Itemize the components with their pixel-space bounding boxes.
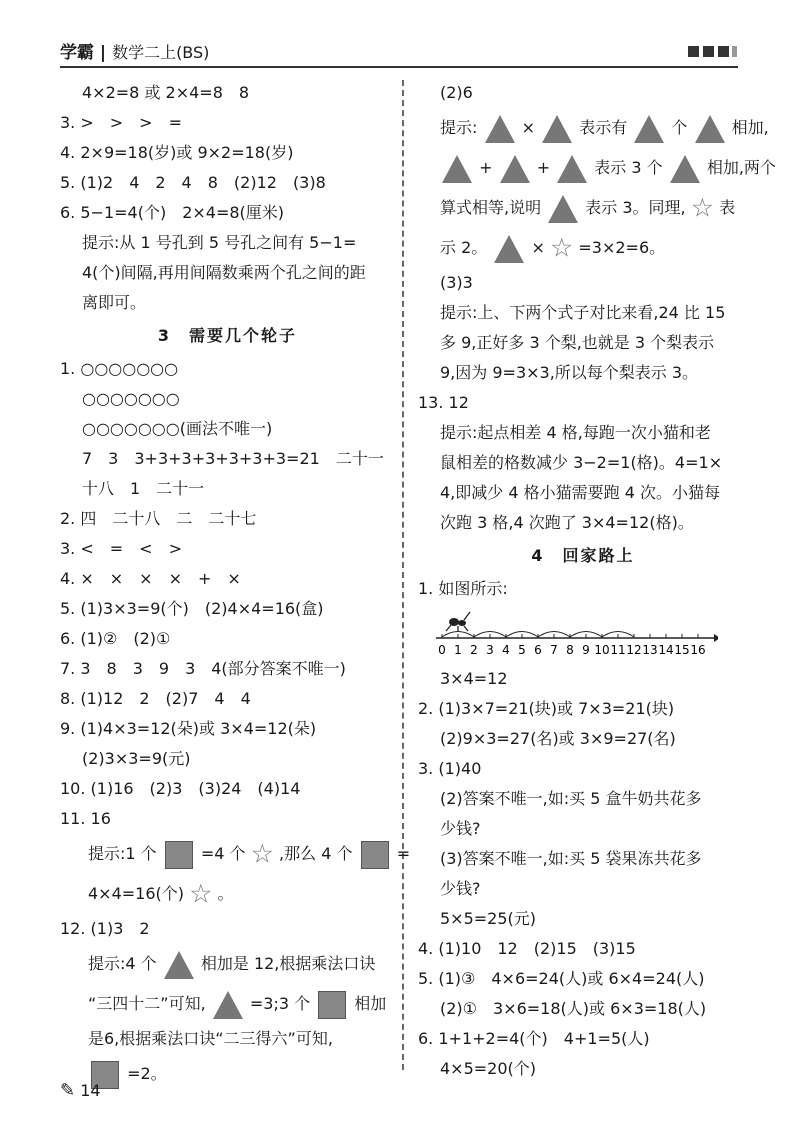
axis-arrow-icon xyxy=(714,634,718,642)
hint-line: 鼠相差的格数减少 3−2=1(格)。4=1× xyxy=(440,453,723,472)
triangle-icon xyxy=(494,235,524,263)
answer-line: 3×4=12 xyxy=(440,669,508,688)
hint-text: = xyxy=(396,844,411,863)
hint-line: 离即可。 xyxy=(82,293,147,312)
section-title: 3 需要几个轮子 xyxy=(157,326,298,345)
star-icon: ☆ xyxy=(549,233,574,264)
answer-line: 6. (1)② (2)① xyxy=(60,629,171,648)
hint-text: 算式相等,说明 xyxy=(440,198,542,217)
answer-line: 4×2=8 或 2×4=8 8 xyxy=(82,83,250,102)
tick-label: 8 xyxy=(566,643,574,657)
column-divider xyxy=(402,80,404,1070)
hint-text: ,那么 4 个 xyxy=(279,844,353,863)
star-icon: ☆ xyxy=(250,839,274,870)
number-line xyxy=(418,604,718,664)
tick-label: 2 xyxy=(470,643,478,657)
answer-line: (2)3×3=9(元) xyxy=(82,749,191,768)
hint-line xyxy=(60,1054,395,1094)
hint-text: × xyxy=(521,118,535,137)
hint-line: 9,因为 9=3×3,所以每个梨表示 3。 xyxy=(440,363,699,382)
header-rule xyxy=(60,66,738,68)
answer-line: 8. (1)12 2 (2)7 4 4 xyxy=(60,689,251,708)
ant-icon xyxy=(446,612,470,632)
hint-line xyxy=(418,108,769,148)
answer-line: 11. 16 xyxy=(60,809,111,828)
answer-line: 7 3 3+3+3+3+3+3+3=21 二十一 xyxy=(82,449,384,468)
triangle-icon xyxy=(485,115,515,143)
header-square-icon xyxy=(732,46,737,57)
hint-text: × xyxy=(531,238,545,257)
tick-label: 15 xyxy=(674,643,690,657)
tick-label: 5 xyxy=(518,643,526,657)
answer-line: 6. 1+1+2=4(个) 4+1=5(人) xyxy=(418,1029,650,1048)
tick-label: 4 xyxy=(502,643,510,657)
tick-label: 12 xyxy=(626,643,642,657)
header-square-icon xyxy=(688,46,699,57)
left-column xyxy=(60,78,411,1094)
triangle-icon xyxy=(548,195,578,223)
tick-label: 14 xyxy=(658,643,674,657)
answer-line: 7. 3 8 3 9 3 4(部分答案不唯一) xyxy=(60,659,346,678)
brand-name: 学霸 xyxy=(60,43,94,63)
hint-text: =3×2=6。 xyxy=(578,238,666,257)
hint-text: =4 个 xyxy=(200,844,246,863)
answer-line: (3)答案不唯一,如:买 5 袋果冻共花多 xyxy=(440,849,702,868)
answer-line: 少钱? xyxy=(440,819,481,838)
answer-line: 12. (1)3 2 xyxy=(60,919,150,938)
triangle-icon xyxy=(695,115,725,143)
tick-label: 6 xyxy=(534,643,542,657)
answer-line: 3. > > > = xyxy=(60,113,182,132)
triangle-icon xyxy=(213,991,243,1019)
hint-text: + xyxy=(536,158,551,177)
answer-line: ○○○○○○○ xyxy=(82,389,180,408)
hint-line xyxy=(418,188,748,228)
number-line-figure xyxy=(418,604,748,664)
hint-line xyxy=(60,984,395,1024)
hint-text: 表示有 xyxy=(579,118,628,137)
hint-text: =3;3 个 xyxy=(249,994,311,1013)
triangle-icon xyxy=(442,155,472,183)
square-icon xyxy=(318,991,346,1019)
hint-text: 个 xyxy=(671,118,688,137)
answer-line: 6. 5−1=4(个) 2×4=8(厘米) xyxy=(60,203,285,222)
triangle-icon xyxy=(670,155,700,183)
answer-line: 十八 1 二十一 xyxy=(82,479,205,498)
hint-line: 次跑 3 格,4 次跑了 3×4=12(格)。 xyxy=(440,513,694,532)
hint-text: 表 xyxy=(719,198,736,217)
answer-line: 3. (1)40 xyxy=(418,759,482,778)
answer-line: 9. (1)4×3=12(朵)或 3×4=12(朵) xyxy=(60,719,317,738)
hint-text: 示 2。 xyxy=(440,238,488,257)
hint-text: =2。 xyxy=(127,1064,167,1083)
answer-line: 5. (1)3×3=9(个) (2)4×4=16(盒) xyxy=(60,599,324,618)
hint-text: 4×4=16(个) xyxy=(88,884,185,903)
header-square-icon xyxy=(703,46,714,57)
triangle-icon xyxy=(634,115,664,143)
star-icon: ☆ xyxy=(690,193,715,224)
answer-line: 4. × × × × + × xyxy=(60,569,241,588)
hint-text: 相加 xyxy=(354,994,387,1013)
tick-label: 16 xyxy=(690,643,706,657)
hint-text: “三四十二”可知, xyxy=(88,994,206,1013)
tick-label: 13 xyxy=(642,643,658,657)
tick-label: 1 xyxy=(454,643,462,657)
answer-line: (2)答案不唯一,如:买 5 盒牛奶共花多 xyxy=(440,789,702,808)
answer-line: 1. 如图所示: xyxy=(418,579,508,598)
answer-line: 10. (1)16 (2)3 (3)24 (4)14 xyxy=(60,779,301,798)
hint-line: 提示:起点相差 4 格,每跑一次小猫和老 xyxy=(440,423,711,442)
answer-line: (3)3 xyxy=(440,273,473,292)
answer-line: 5. (1)③ 4×6=24(人)或 6×4=24(人) xyxy=(418,969,705,988)
hint-text: 相加是 12,根据乘法口诀 xyxy=(200,954,376,973)
answer-line: ○○○○○○○(画法不唯一) xyxy=(82,419,273,438)
hint-text: 表示 3 个 xyxy=(594,158,663,177)
answer-line: 2. 四 二十八 二 二十七 xyxy=(60,509,257,528)
hint-line xyxy=(60,944,395,984)
hint-line: 多 9,正好多 3 个梨,也就是 3 个梨表示 xyxy=(440,333,715,352)
answer-line: 5. (1)2 4 2 4 8 (2)12 (3)8 xyxy=(60,173,326,192)
tick-label: 3 xyxy=(486,643,494,657)
hint-text: 相加, xyxy=(731,118,769,137)
page-footer xyxy=(60,1080,101,1101)
answer-line: 4. (1)10 12 (2)15 (3)15 xyxy=(418,939,636,958)
square-icon xyxy=(165,841,193,869)
answer-line: (2)9×3=27(名)或 3×9=27(名) xyxy=(440,729,676,748)
pencil-icon: ✎ xyxy=(60,1080,76,1101)
hint-line xyxy=(60,834,411,874)
hint-line: 提示:从 1 号孔到 5 号孔之间有 5−1= xyxy=(82,233,357,252)
answer-line: (2)6 xyxy=(440,83,473,102)
answer-line: 5×5=25(元) xyxy=(440,909,537,928)
header-square-icon xyxy=(718,46,729,57)
hint-line: 提示:上、下两个式子对比来看,24 比 15 xyxy=(440,303,726,322)
tick-label: 7 xyxy=(550,643,558,657)
tick-label: 11 xyxy=(610,643,626,657)
page-number: 14 xyxy=(80,1081,101,1100)
hint-text: 。 xyxy=(217,884,234,903)
answer-line: 少钱? xyxy=(440,879,481,898)
tick-label: 9 xyxy=(582,643,590,657)
answer-line: (2)① 3×6=18(人)或 6×3=18(人) xyxy=(440,999,707,1018)
hint-text: 提示: xyxy=(440,118,478,137)
hint-text: + xyxy=(479,158,493,177)
triangle-icon xyxy=(542,115,572,143)
answer-line: 4×5=20(个) xyxy=(440,1059,537,1078)
triangle-icon xyxy=(557,155,587,183)
section-title: 4 回家路上 xyxy=(531,546,635,565)
hint-text: 相加,两个 xyxy=(706,158,776,177)
answer-line: 4. 2×9=18(岁)或 9×2=18(岁) xyxy=(60,143,294,162)
hint-text: 表示 3。同理, xyxy=(585,198,686,217)
square-icon xyxy=(361,841,389,869)
tick-label: 0 xyxy=(438,643,446,657)
brand: 学霸 | 数学二上(BS) xyxy=(60,43,210,63)
hint-text: 提示:1 个 xyxy=(88,844,157,863)
hint-line xyxy=(418,228,748,268)
hint-text: 提示:4 个 xyxy=(88,954,157,973)
answer-line: 3. < = < > xyxy=(60,539,182,558)
hint-line: 4,即减少 4 格小猫需要跑 4 次。小猫每 xyxy=(440,483,720,502)
right-column xyxy=(418,78,776,1084)
triangle-icon xyxy=(164,951,194,979)
triangle-icon xyxy=(500,155,530,183)
answer-line: 13. 12 xyxy=(418,393,469,412)
hint-line xyxy=(418,148,776,188)
hint-line: 4(个)间隔,再用间隔数乘两个孔之间的距 xyxy=(82,263,366,282)
book-title: 数学二上(BS) xyxy=(112,43,210,62)
answer-line: 1. ○○○○○○○ xyxy=(60,359,179,378)
hint-line: 是6,根据乘法口诀“二三得六”可知, xyxy=(88,1029,333,1048)
answer-line: 2. (1)3×7=21(块)或 7×3=21(块) xyxy=(418,699,675,718)
tick-label: 10 xyxy=(594,643,610,657)
star-icon: ☆ xyxy=(189,879,213,910)
hint-line xyxy=(60,874,395,914)
page-header xyxy=(60,38,740,66)
